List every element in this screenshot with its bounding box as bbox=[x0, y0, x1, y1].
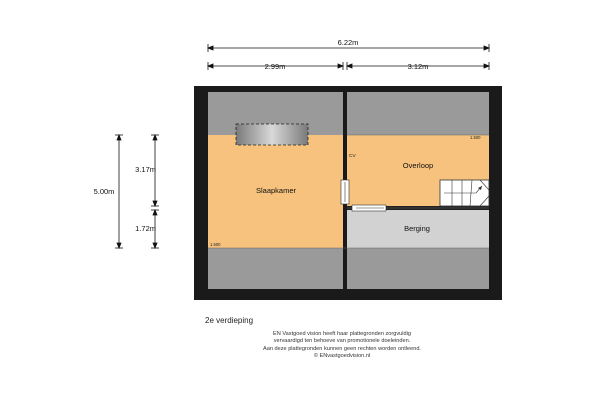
room-label-storage: Berging bbox=[404, 224, 430, 233]
staircase bbox=[440, 180, 489, 206]
dimension-depth-lower-label: 1.72m bbox=[135, 224, 156, 233]
height-marker-landing: 1.500 bbox=[470, 135, 481, 140]
disclaimer bbox=[200, 331, 484, 361]
dimension-total-depth bbox=[115, 135, 123, 248]
dimension-left-width-label: 2.99m bbox=[264, 62, 286, 71]
floor-label: 2e verdieping bbox=[205, 316, 254, 325]
skylight-icon bbox=[236, 124, 308, 145]
door-bedroom bbox=[341, 180, 349, 204]
cv-label: CV bbox=[349, 154, 356, 159]
room-label-landing: Overloop bbox=[402, 161, 434, 170]
room-label-bedroom: Slaapkamer bbox=[255, 186, 297, 195]
dimension-depth-upper-label: 3.17m bbox=[135, 165, 156, 174]
door-storage bbox=[352, 205, 386, 211]
sloped-roof-left-lower bbox=[208, 248, 343, 289]
disclaimer-line: vervaardigd ten behoeve van promotionele doeleinden. bbox=[273, 338, 411, 345]
disclaimer-line: Aan deze plattegronden kunnen geen rechten worden ontleend. bbox=[263, 345, 421, 352]
copyright: © ENvastgoedvision.nl bbox=[313, 353, 371, 360]
height-marker-bedroom: 1.500 bbox=[210, 242, 221, 247]
sloped-roof-right-lower bbox=[347, 248, 489, 289]
dimension-right-width-label: 3.12m bbox=[407, 62, 429, 71]
dimension-total-width-label: 6.22m bbox=[337, 38, 359, 47]
disclaimer-line: EN Vastgoed vision heeft haar plattegronden zorgvuldig bbox=[273, 331, 411, 337]
sloped-roof-right bbox=[347, 92, 489, 135]
dimension-total-depth-label: 5.00m bbox=[93, 187, 115, 196]
